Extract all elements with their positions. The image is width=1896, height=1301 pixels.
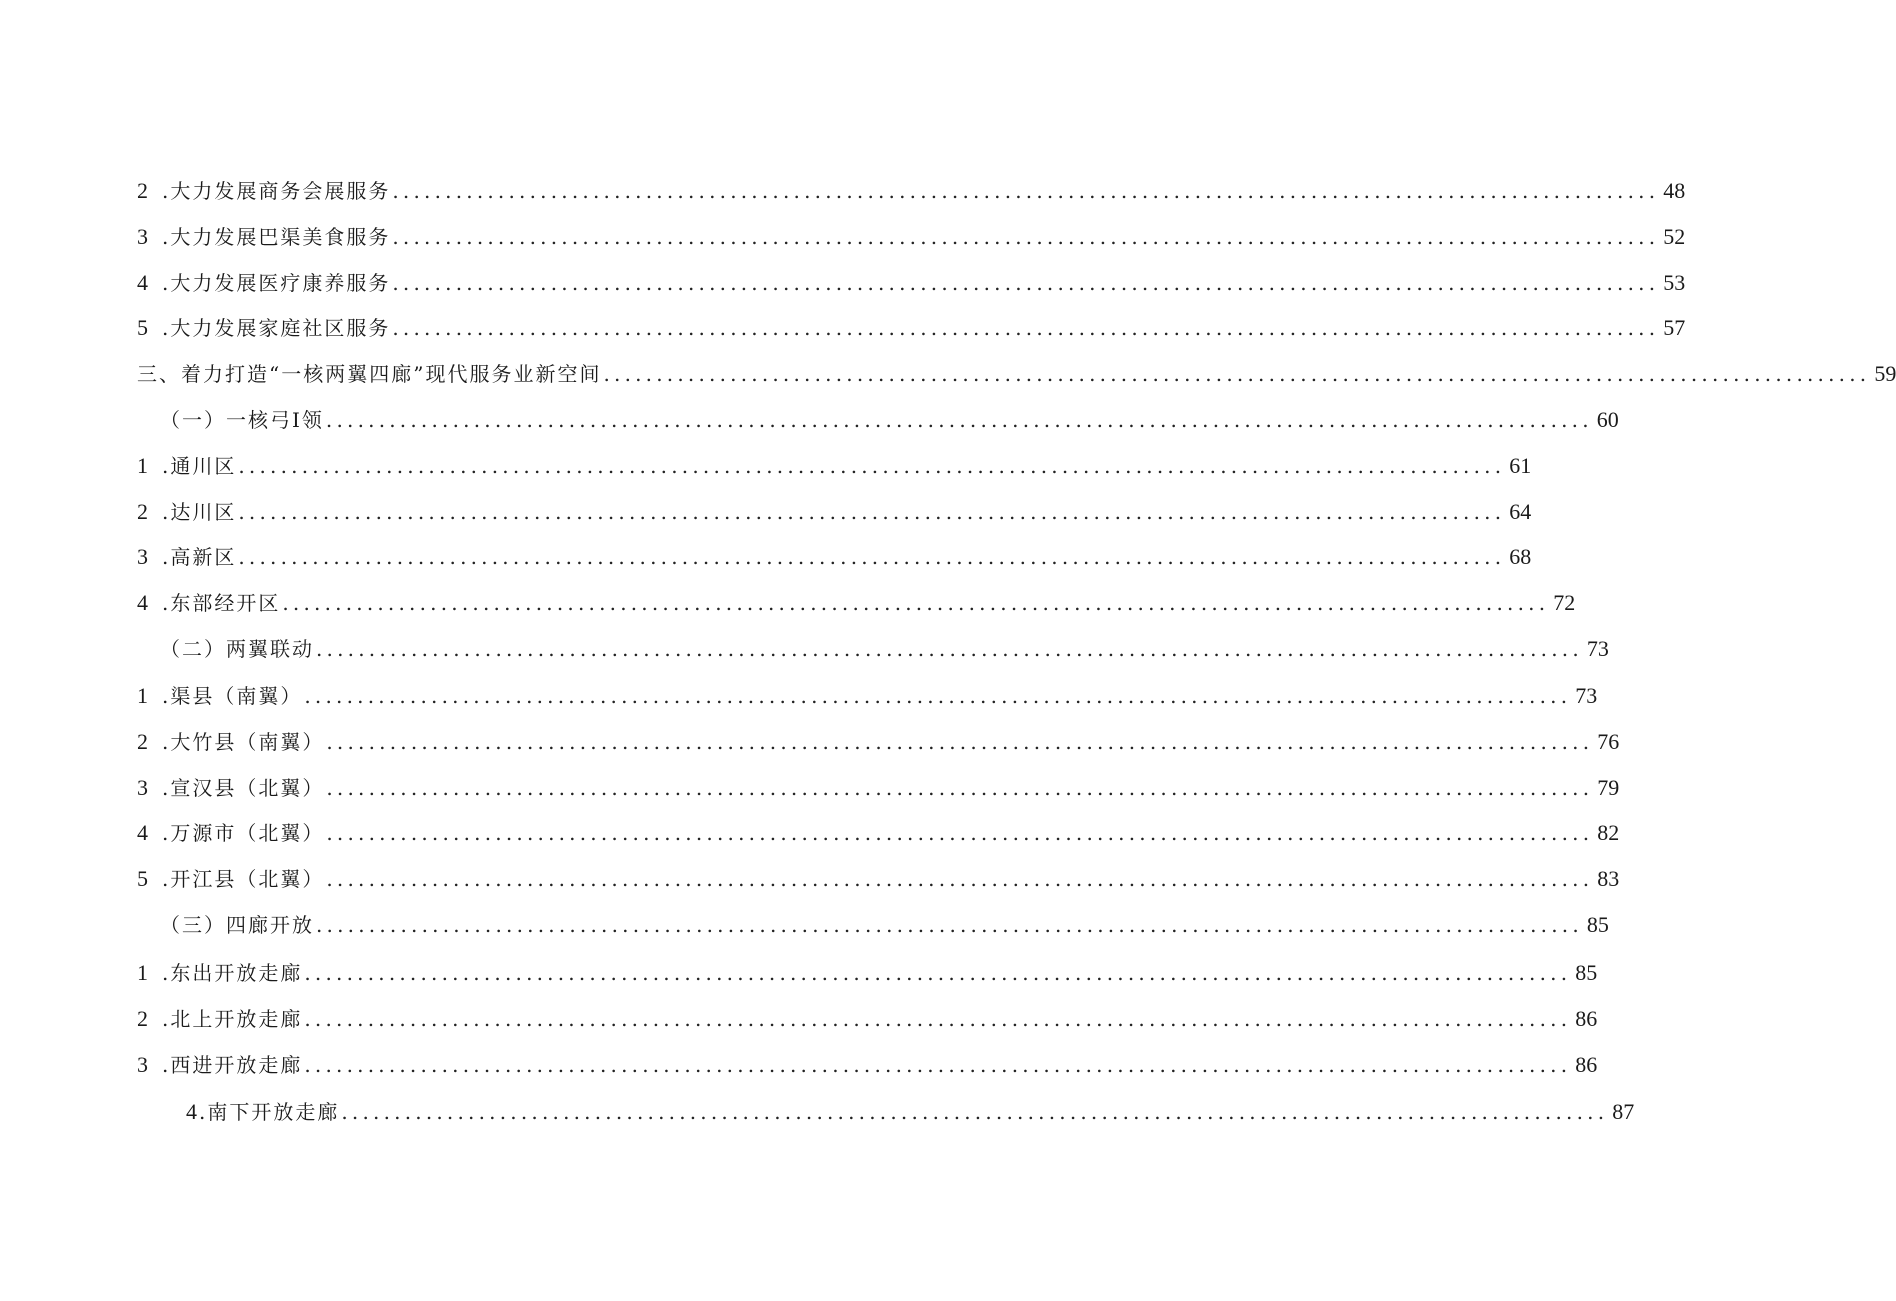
toc-entry-number: 3 bbox=[137, 224, 148, 249]
toc-entry[interactable] bbox=[137, 497, 1532, 527]
toc-entry-title: .渠县（南翼） bbox=[162, 684, 303, 708]
toc-entry-title: .北上开放走廊 bbox=[162, 1007, 303, 1031]
toc-entry-page-number: 85 bbox=[1575, 960, 1598, 985]
toc-entry-title: .高新区 bbox=[162, 545, 237, 569]
toc-entry[interactable] bbox=[137, 451, 1532, 481]
toc-dot-leader: ........................................................................................................................ bbox=[326, 867, 1594, 891]
toc-dot-leader: ........................................................................................................................ bbox=[304, 684, 1572, 708]
toc-entry-number: 3 bbox=[137, 1052, 148, 1077]
toc-entry[interactable] bbox=[137, 222, 1686, 252]
toc-entry-number: 1 bbox=[137, 960, 148, 985]
toc-entry-title: .大力发展商务会展服务 bbox=[162, 179, 391, 203]
toc-entry[interactable] bbox=[137, 588, 1576, 618]
toc-dot-leader: ........................................................................................................................ bbox=[238, 454, 1506, 478]
toc-dot-leader: ........................................................................................................................ bbox=[316, 913, 1583, 937]
toc-dot-leader: ........................................................................................................................ bbox=[603, 362, 1871, 386]
toc-entry-number: 1 bbox=[137, 453, 148, 478]
toc-entry-title: （三）四廊开放 bbox=[160, 913, 314, 937]
toc-entry-number: 2 bbox=[137, 499, 148, 524]
toc-entry-title: .宣汉县（北翼） bbox=[162, 776, 325, 800]
toc-dot-leader: ........................................................................................................................ bbox=[325, 408, 1593, 432]
toc-entry-title: .南下开放走廊 bbox=[199, 1100, 340, 1124]
toc-entry-page-number: 85 bbox=[1586, 912, 1609, 937]
toc-entry-title: .大力发展医疗康养服务 bbox=[162, 271, 391, 295]
toc-dot-leader: ........................................................................................................................ bbox=[282, 591, 1550, 615]
toc-entry-page-number: 73 bbox=[1575, 683, 1598, 708]
toc-entry[interactable] bbox=[137, 681, 1598, 711]
toc-entry[interactable] bbox=[160, 910, 1609, 940]
toc-entry-number: 4 bbox=[137, 820, 148, 845]
toc-entry-page-number: 82 bbox=[1597, 820, 1620, 845]
toc-entry-page-number: 87 bbox=[1612, 1099, 1635, 1124]
toc-entry-page-number: 83 bbox=[1597, 866, 1620, 891]
toc-entry-title: .东部经开区 bbox=[162, 591, 281, 615]
toc-dot-leader: ........................................................................................................................ bbox=[238, 545, 1506, 569]
toc-entry-page-number: 64 bbox=[1509, 499, 1532, 524]
toc-entry-number: 4 bbox=[186, 1099, 197, 1124]
toc-entry-title: .达川区 bbox=[162, 500, 237, 524]
toc-entry-title: 三、着力打造“一核两翼四廊”现代服务业新空间 bbox=[137, 362, 602, 386]
toc-entry-page-number: 68 bbox=[1509, 544, 1532, 569]
toc-entry-page-number: 52 bbox=[1663, 224, 1686, 249]
toc-entry-page-number: 79 bbox=[1597, 775, 1620, 800]
toc-entry-page-number: 86 bbox=[1575, 1006, 1598, 1031]
toc-dot-leader: ........................................................................................................................ bbox=[326, 730, 1594, 754]
toc-dot-leader: ........................................................................................................................ bbox=[341, 1100, 1609, 1124]
toc-entry-title: .东出开放走廊 bbox=[162, 961, 303, 985]
toc-entry-number: 5 bbox=[137, 866, 148, 891]
toc-entry-page-number: 53 bbox=[1663, 270, 1686, 295]
toc-entry-page-number: 72 bbox=[1553, 590, 1576, 615]
toc-entry[interactable] bbox=[137, 1050, 1598, 1080]
toc-dot-leader: ........................................................................................................................ bbox=[392, 225, 1660, 249]
toc-entry-number: 1 bbox=[137, 683, 148, 708]
toc-entry-page-number: 60 bbox=[1596, 407, 1619, 432]
toc-entry-number: 3 bbox=[137, 544, 148, 569]
toc-entry-number: 5 bbox=[137, 315, 148, 340]
toc-entry-number: 4 bbox=[137, 270, 148, 295]
toc-entry[interactable] bbox=[137, 268, 1686, 298]
toc-entry-title: （二）两翼联动 bbox=[160, 637, 314, 661]
toc-entry-number: 2 bbox=[137, 729, 148, 754]
toc-entry-page-number: 59 bbox=[1874, 361, 1896, 386]
toc-entry-number: 2 bbox=[137, 178, 148, 203]
toc-dot-leader: ........................................................................................................................ bbox=[304, 961, 1572, 985]
toc-entry-title: .开江县（北翼） bbox=[162, 867, 325, 891]
toc-dot-leader: ........................................................................................................................ bbox=[304, 1007, 1572, 1031]
toc-dot-leader: ........................................................................................................................ bbox=[392, 179, 1660, 203]
toc-entry-title: .大力发展家庭社区服务 bbox=[162, 316, 391, 340]
toc-entry[interactable] bbox=[137, 313, 1686, 343]
toc-entry-page-number: 76 bbox=[1597, 729, 1620, 754]
toc-entry-title: .西进开放走廊 bbox=[162, 1053, 303, 1077]
toc-entry[interactable] bbox=[137, 958, 1598, 988]
toc-dot-leader: ........................................................................................................................ bbox=[304, 1053, 1572, 1077]
toc-entry-page-number: 61 bbox=[1509, 453, 1532, 478]
toc-entry-title: （一）一核弓I领 bbox=[160, 408, 324, 432]
toc-entry-page-number: 86 bbox=[1575, 1052, 1598, 1077]
toc-entry[interactable] bbox=[137, 773, 1620, 803]
toc-entry-page-number: 57 bbox=[1663, 315, 1686, 340]
toc-entry[interactable] bbox=[137, 864, 1620, 894]
toc-entry-number: 2 bbox=[137, 1006, 148, 1031]
toc-entry[interactable] bbox=[137, 818, 1620, 848]
toc-entry[interactable] bbox=[137, 176, 1686, 206]
toc-entry[interactable] bbox=[160, 634, 1609, 664]
toc-dot-leader: ........................................................................................................................ bbox=[316, 637, 1583, 661]
toc-entry[interactable] bbox=[137, 542, 1532, 572]
toc-entry-title: .万源市（北翼） bbox=[162, 821, 325, 845]
toc-entry-title: .大力发展巴渠美食服务 bbox=[162, 225, 391, 249]
toc-entry[interactable] bbox=[137, 727, 1620, 757]
toc-dot-leader: ........................................................................................................................ bbox=[392, 316, 1660, 340]
toc-entry[interactable] bbox=[137, 359, 1896, 389]
toc-entry[interactable] bbox=[160, 405, 1619, 435]
toc-entry-page-number: 73 bbox=[1586, 636, 1609, 661]
toc-dot-leader: ........................................................................................................................ bbox=[392, 271, 1660, 295]
toc-dot-leader: ........................................................................................................................ bbox=[238, 500, 1506, 524]
toc-entry-title: .大竹县（南翼） bbox=[162, 730, 325, 754]
toc-entry-number: 4 bbox=[137, 590, 148, 615]
toc-entry[interactable] bbox=[186, 1097, 1635, 1127]
toc-entry-title: .通川区 bbox=[162, 454, 237, 478]
toc-dot-leader: ........................................................................................................................ bbox=[326, 776, 1594, 800]
toc-dot-leader: ........................................................................................................................ bbox=[326, 821, 1594, 845]
toc-entry-number: 3 bbox=[137, 775, 148, 800]
toc-entry-page-number: 48 bbox=[1663, 178, 1686, 203]
toc-entry[interactable] bbox=[137, 1004, 1598, 1034]
